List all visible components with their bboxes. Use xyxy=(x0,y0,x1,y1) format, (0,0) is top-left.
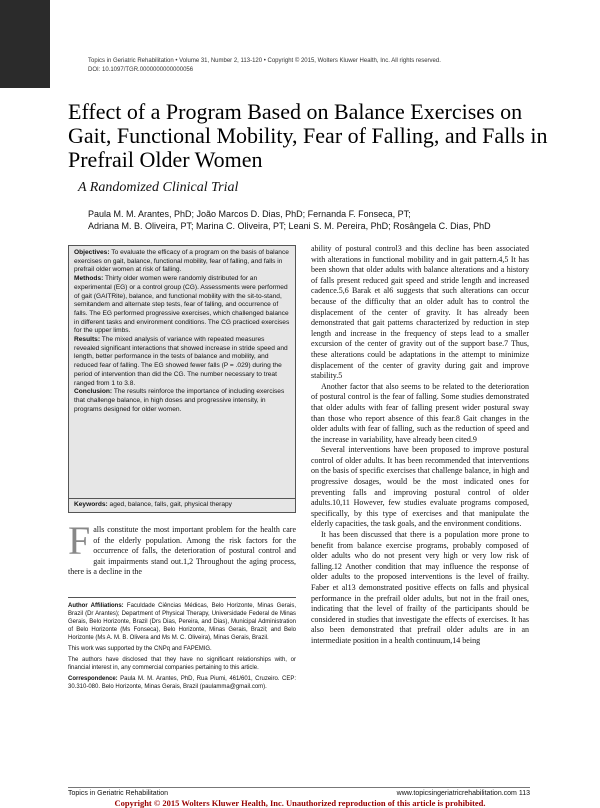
article-title: Effect of a Program Based on Balance Exercises on Gait, Functional Mobility, Fear of Falling, and Falls in Prefrail Older Women xyxy=(68,99,548,172)
abstract-keywords xyxy=(69,498,295,512)
footer-divider xyxy=(68,787,530,788)
funding-note: This work was supported by the CNPq and FAPEMIG. xyxy=(68,646,212,652)
disclosure-note: The authors have disclosed that they have no significant relationships with, or financial interest in, any commercial companies pertaining to this article. xyxy=(68,657,296,671)
copyright-notice: Copyright © 2015 Wolters Kluwer Health, Inc. Unauthorized reproduction of this article is prohibited. xyxy=(114,798,486,808)
affiliations-block xyxy=(68,602,296,694)
right-paragraph-3: Several interventions have been proposed to improve postural control of older adults. It has been recommended that interventions on the basis of specific exercises that challenge balance, in high and progressive dosages, would be the most indicated ones for preventing falls and improving postural control of older adults.10,11 However, few studies evaluate programs composed, specifically, by this type of exercises and that manipulate the elderly capacities, the task goals, and the environment conditions. xyxy=(311,445,529,529)
affiliations-text: Faculdade Ciências Médicas, Belo Horizonte, Minas Gerais, Brazil (Dr Arantes); Department of Physical Therapy, Universidade Federal de Minas Gerais, Belo Horizonte, Brazil (Drs Dias, Pereira, and Dias), Municipal Administration of Belo Horizonte (Ms Fonseca), Belo Horizonte, Minas Gerais, Brazil; and Belo Horizonte (Ms A. M. B. Olivera and Ms M. C. Oliveira), Minas Gerais, Brazil. xyxy=(68,603,297,641)
right-column xyxy=(311,244,529,647)
right-paragraph-4: It has been discussed that there is a population more prone to benefit from balance exercise programs, probably composed of older adults who do not present very high or very low risk of falling.12 Another condition that may influence the response of older adults to the proposed interventions is the level of frailty. Faber et al13 demonstrated positive effects on falls and physical performance in the prefrail older adults, but not in the frail ones, indicating that the level of frailty of the participants should be considered in studies that investigate the effects of exercises. It has also been demonstrated that prefrail older adults are in an intermediate position in a health continuum,14 being xyxy=(311,530,529,645)
author-line-1: Paula M. M. Arantes, PhD; João Marcos D. Dias, PhD; Fernanda F. Fonseca, PT; xyxy=(88,209,411,219)
dropcap: F xyxy=(68,518,91,563)
objectives-text: To evaluate the efficacy of a program on the basis of balance exercises on gait, balance, functional mobility, fear of falling, and falls in prefrail older women at risk of falling. xyxy=(74,249,289,274)
affiliation-divider xyxy=(68,597,296,598)
methods-label: Methods: xyxy=(74,275,104,283)
author-line-2: Adriana M. B. Oliveira, PT; Marina C. Oliveira, PT; Leani S. M. Pereira, PhD; Rosângela C. Dias, PhD xyxy=(88,221,491,231)
corner-block xyxy=(0,0,50,88)
methods-text: Thirty older women were randomly distributed for an experimental (EG) or a control group (CG). Assessments were performed of gait (GAITRite), balance, and functional mobility with the sit-to-stand, semitandem and alternate step tests, fear of falling, and occurrence of falls. The EG performed progressive exercises, which challenged balance in different tasks and environment conditions. The CG practiced exercises for the upper limbs. xyxy=(74,275,290,335)
abstract-results xyxy=(74,336,290,388)
footer-url-page: www.topicsingeriatricrehabilitation.com 113 xyxy=(396,790,530,797)
author-list xyxy=(88,208,558,232)
correspondence-label: Correspondence: xyxy=(68,676,118,682)
right-paragraph-1: ability of postural control3 and this decline has been associated with alterations in functional mobility and in gait pattern.4,5 It has been shown that older adults with balance alterations and a history of falls present reduced gait speed and stride length and increased cadence.5,6 Barak et al6 suggests that such alterations can occur because of the difficulty that an older adult has to control the displacement of the center of gravity. It has already been demonstrated that gait patterns characterized by reduction in step length and increase in the frequency of steps lead to a smaller excursion of the center of gravity out of the support base.7 Thus, these alterations could be adaptations in the attempt to minimize displacement of the center of gravity during gait and improve stability.5 xyxy=(311,244,529,381)
correspondence-text: Paula M. M. Arantes, PhD, Rua Piumi, 461/601, Cruzeiro. CEP: 30.310-080. Belo Horizonte, Minas Gerais, Brazil (paulamma@gmail.com). xyxy=(68,676,296,690)
keywords-label: Keywords: xyxy=(74,501,108,509)
doi: DOI: 10.1097/TGR.0000000000000056 xyxy=(88,67,194,73)
correspondence xyxy=(68,675,296,691)
objectives-label: Objectives: xyxy=(74,249,110,256)
intro-paragraph xyxy=(68,518,296,578)
conclusion-label: Conclusion: xyxy=(74,388,113,396)
intro-text: alls constitute the most important problem for the health care of the elderly population. Among the risk factors for the occurrence of falls, the deterioration of postural control and gait impairments stand out.1,2 Throughout the aging process, there is a decline in the xyxy=(68,525,296,577)
conclusion-text: The results reinforce the importance of including exercises that challenge balance, in high doses and progressive intensity, in programs designed for older women. xyxy=(74,388,285,413)
journal-meta xyxy=(88,57,518,75)
keywords-text: aged, balance, falls, gait, physical therapy xyxy=(107,501,232,509)
author-affiliations xyxy=(68,602,296,642)
right-paragraph-2: Another factor that also seems to be related to the deterioration of postural control is the fear of falling. Some studies demonstrated that older adults with fear of falling present wider postural sway than those who report absence of this fear.8 Gait changes in the older adults with fear of falling, such as the reduction of speed and the increase in variability, have already been cited.9 xyxy=(311,381,529,444)
abstract-box xyxy=(68,245,296,513)
abstract-conclusion xyxy=(74,388,290,414)
journal-line: Topics in Geriatric Rehabilitation • Volume 31, Number 2, 113-120 • Copyright © 2015, Wolters Kluwer Health, Inc. All rights reserved. xyxy=(88,58,441,64)
affiliations-label: Author Affiliations: xyxy=(68,603,124,609)
results-text: The mixed analysis of variance with repeated measures revealed significant interactions that showed increase in stride speed and length, better performance in the tests of balance and mobility, and reduced fear of falling. The EG showed fewer falls (P = .029) during the period of intervention than did the CG. The number necessary to treat ranged from 1 to 3.8. xyxy=(74,336,288,387)
footer-journal: Topics in Geriatric Rehabilitation xyxy=(68,790,168,797)
abstract-objectives xyxy=(74,249,290,275)
article-subtitle: A Randomized Clinical Trial xyxy=(78,180,239,195)
abstract-methods xyxy=(74,275,290,336)
results-label: Results: xyxy=(74,336,101,344)
